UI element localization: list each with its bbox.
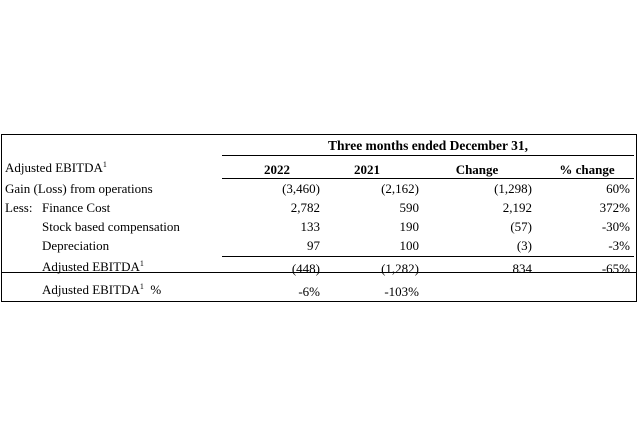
cell-2022: (3,460) — [282, 181, 320, 196]
cell-2022: (448) — [291, 261, 320, 276]
col-header-pct-change: % change — [559, 162, 615, 177]
cell-change: (1,298) — [494, 181, 532, 196]
row-prefix: Less: — [5, 200, 33, 215]
col-header-2021: 2021 — [354, 162, 380, 177]
row-label: Adjusted EBITDA$^1$ % — [42, 282, 162, 297]
table-right-border — [636, 272, 637, 302]
column-header-rule — [222, 178, 634, 179]
group-header-rule — [222, 155, 634, 156]
row-label: Finance Cost — [42, 200, 111, 215]
cell-2021: (2,162) — [381, 181, 419, 196]
cell-change: (3) — [516, 238, 532, 253]
cell-2022: 133 — [300, 219, 320, 234]
cell-2021: 590 — [399, 200, 419, 215]
cell-2021: 100 — [399, 238, 419, 253]
row-label: Depreciation — [42, 238, 110, 253]
cell-2021: (1,282) — [381, 261, 419, 276]
table-left-border — [1, 272, 2, 302]
cell-2022: 2,782 — [290, 200, 320, 215]
cell-pct-change: 60% — [606, 181, 630, 196]
col-header-2022: 2022 — [264, 162, 290, 177]
cell-pct-change: -3% — [608, 238, 630, 253]
financial-table — [1, 134, 637, 276]
cell-pct-change: -65% — [601, 261, 630, 276]
row-label: Adjusted EBITDA$^1$ — [42, 259, 144, 274]
subtotal-rule — [222, 256, 634, 257]
cell-change: 2,192 — [502, 200, 532, 215]
row-header: Adjusted EBITDA$^1$ — [5, 160, 107, 175]
table-bottom-rule — [1, 301, 637, 302]
group-header: Three months ended December 31, — [327, 138, 529, 153]
cell-pct-change: -30% — [601, 219, 630, 234]
row-label: Gain (Loss) from operations — [5, 181, 153, 196]
row-label: Stock based compensation — [42, 219, 180, 234]
cell-pct-change: 372% — [599, 200, 630, 215]
cell-change: 834 — [512, 261, 532, 276]
col-header-change: Change — [455, 162, 499, 177]
cell-change: (57) — [510, 219, 532, 234]
cell-2022: -6% — [298, 284, 320, 299]
cell-2022: 97 — [307, 238, 320, 253]
cell-2021: 190 — [399, 219, 419, 234]
cell-2021: -103% — [384, 284, 419, 299]
